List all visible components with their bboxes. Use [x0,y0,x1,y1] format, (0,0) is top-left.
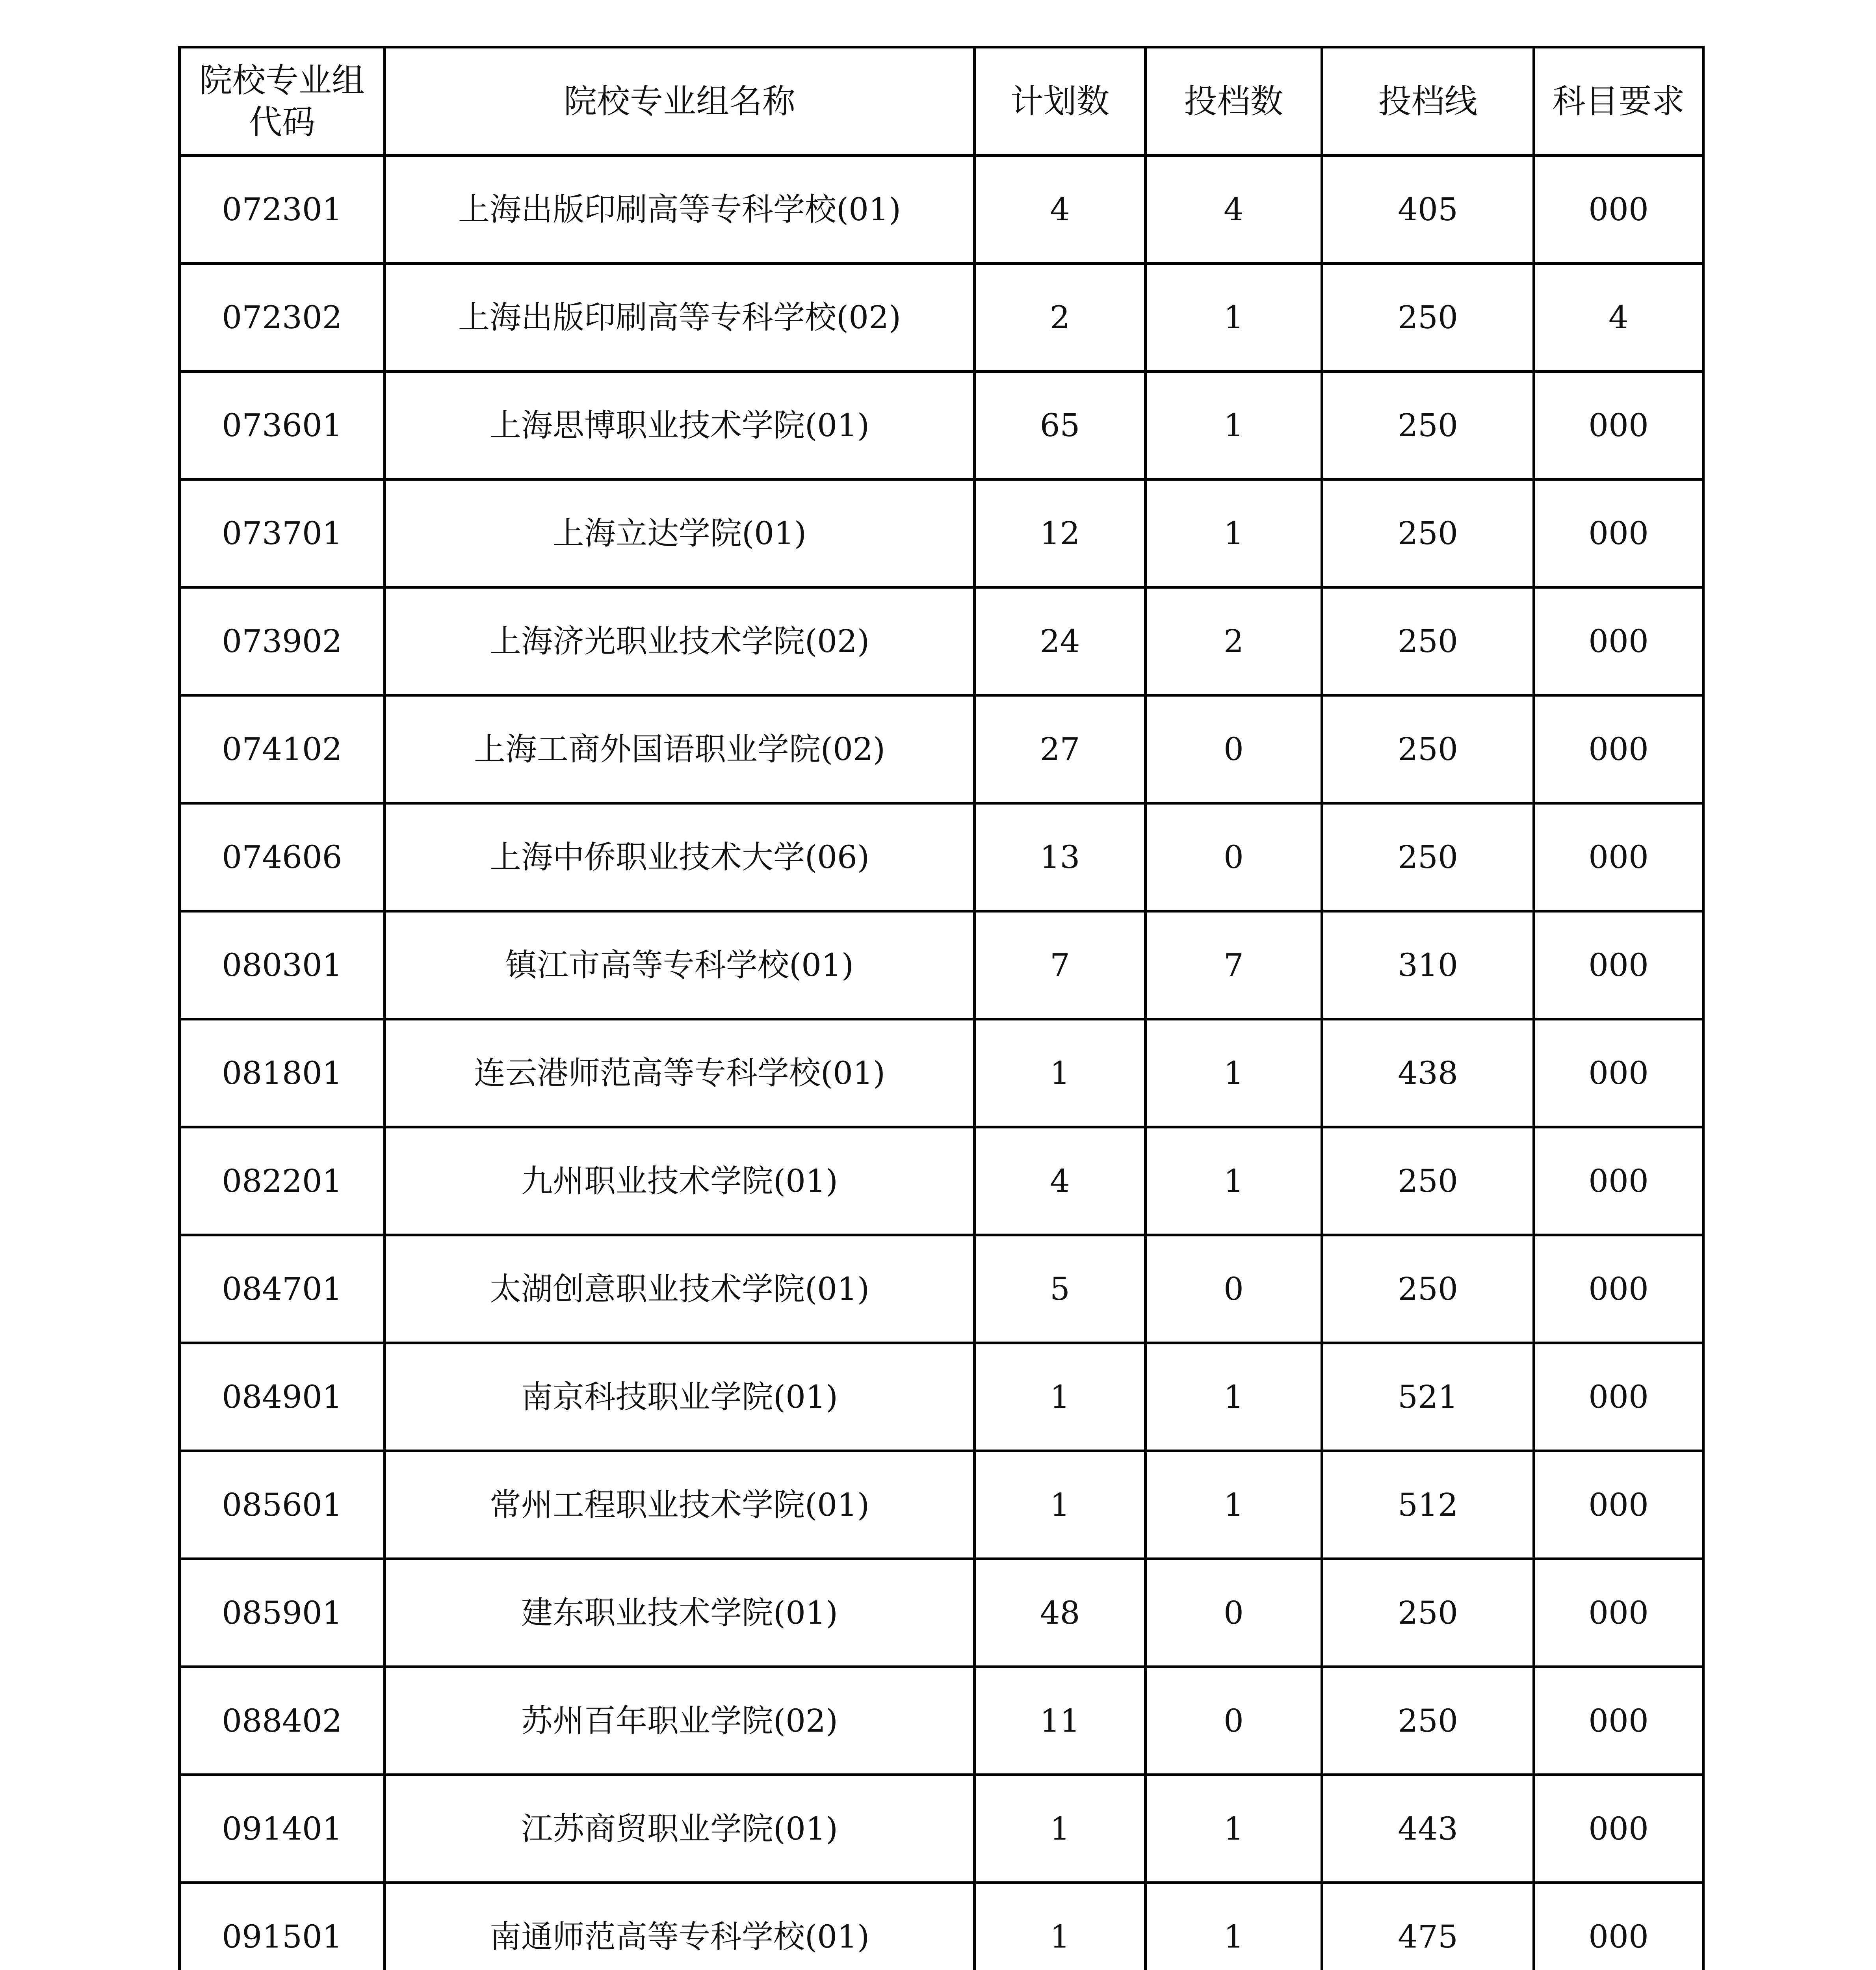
cell-subject: 000 [1534,587,1703,695]
cell-name: 镇江市高等专科学校(01) [385,911,975,1019]
header-subject: 科目要求 [1534,47,1703,156]
cell-subject: 000 [1534,1235,1703,1343]
cell-filed: 1 [1146,1775,1322,1883]
cell-name: 上海中侨职业技术大学(06) [385,803,975,911]
cell-plan: 48 [975,1559,1146,1667]
cell-filed: 0 [1146,1235,1322,1343]
cell-name: 常州工程职业技术学院(01) [385,1451,975,1559]
table-row [180,1451,1703,1559]
header-filed: 投档数 [1146,47,1322,156]
cell-subject: 000 [1534,479,1703,587]
cell-filed: 1 [1146,1883,1322,1970]
cell-line: 250 [1322,587,1534,695]
cell-name: 南京科技职业学院(01) [385,1343,975,1451]
table-row [180,803,1703,911]
table-row [180,264,1703,372]
cell-line: 250 [1322,479,1534,587]
cell-plan: 4 [975,1127,1146,1235]
admissions-table [178,46,1705,1970]
cell-code: 074102 [180,695,385,803]
table-row [180,1883,1703,1970]
cell-code: 073701 [180,479,385,587]
cell-code: 081801 [180,1019,385,1127]
cell-line: 250 [1322,803,1534,911]
cell-plan: 65 [975,372,1146,479]
cell-code: 084701 [180,1235,385,1343]
cell-code: 085601 [180,1451,385,1559]
header-plan: 计划数 [975,47,1146,156]
table-row [180,156,1703,264]
cell-line: 250 [1322,1127,1534,1235]
cell-plan: 1 [975,1451,1146,1559]
cell-code: 074606 [180,803,385,911]
table-row [180,587,1703,695]
cell-filed: 1 [1146,372,1322,479]
cell-line: 512 [1322,1451,1534,1559]
cell-filed: 1 [1146,1451,1322,1559]
cell-line: 475 [1322,1883,1534,1970]
cell-plan: 1 [975,1883,1146,1970]
cell-line: 250 [1322,1667,1534,1775]
cell-line: 250 [1322,372,1534,479]
cell-subject: 000 [1534,1667,1703,1775]
cell-name: 太湖创意职业技术学院(01) [385,1235,975,1343]
cell-name: 苏州百年职业学院(02) [385,1667,975,1775]
cell-subject: 4 [1534,264,1703,372]
cell-line: 250 [1322,264,1534,372]
cell-filed: 1 [1146,264,1322,372]
cell-code: 073902 [180,587,385,695]
table-header-row [180,47,1703,156]
cell-subject: 000 [1534,911,1703,1019]
cell-plan: 11 [975,1667,1146,1775]
cell-filed: 2 [1146,587,1322,695]
cell-subject: 000 [1534,1775,1703,1883]
cell-subject: 000 [1534,156,1703,264]
cell-subject: 000 [1534,695,1703,803]
cell-plan: 27 [975,695,1146,803]
cell-code: 072302 [180,264,385,372]
cell-code: 072301 [180,156,385,264]
cell-code: 091501 [180,1883,385,1970]
cell-subject: 000 [1534,803,1703,911]
table-row [180,1559,1703,1667]
cell-filed: 0 [1146,1559,1322,1667]
header-code: 院校专业组代码 [180,47,385,156]
cell-code: 088402 [180,1667,385,1775]
cell-line: 405 [1322,156,1534,264]
cell-plan: 12 [975,479,1146,587]
cell-filed: 1 [1146,479,1322,587]
cell-subject: 000 [1534,1883,1703,1970]
cell-name: 上海出版印刷高等专科学校(01) [385,156,975,264]
cell-filed: 1 [1146,1127,1322,1235]
table-row [180,1667,1703,1775]
cell-name: 上海立达学院(01) [385,479,975,587]
cell-plan: 4 [975,156,1146,264]
cell-plan: 1 [975,1019,1146,1127]
cell-code: 080301 [180,911,385,1019]
cell-filed: 1 [1146,1019,1322,1127]
header-name: 院校专业组名称 [385,47,975,156]
cell-plan: 1 [975,1775,1146,1883]
cell-code: 084901 [180,1343,385,1451]
cell-name: 上海工商外国语职业学院(02) [385,695,975,803]
cell-filed: 0 [1146,803,1322,911]
cell-name: 九州职业技术学院(01) [385,1127,975,1235]
cell-code: 082201 [180,1127,385,1235]
cell-plan: 5 [975,1235,1146,1343]
cell-filed: 0 [1146,695,1322,803]
cell-filed: 7 [1146,911,1322,1019]
cell-line: 443 [1322,1775,1534,1883]
cell-plan: 2 [975,264,1146,372]
cell-plan: 13 [975,803,1146,911]
cell-subject: 000 [1534,372,1703,479]
cell-filed: 0 [1146,1667,1322,1775]
cell-code: 073601 [180,372,385,479]
table-row [180,372,1703,479]
table-row [180,1127,1703,1235]
cell-subject: 000 [1534,1559,1703,1667]
table-row [180,1019,1703,1127]
cell-name: 南通师范高等专科学校(01) [385,1883,975,1970]
table-row [180,479,1703,587]
cell-line: 250 [1322,1235,1534,1343]
cell-name: 江苏商贸职业学院(01) [385,1775,975,1883]
cell-line: 250 [1322,695,1534,803]
cell-name: 建东职业技术学院(01) [385,1559,975,1667]
table-row [180,695,1703,803]
cell-plan: 24 [975,587,1146,695]
table-row [180,911,1703,1019]
table-body [180,156,1703,1970]
table-row [180,1343,1703,1451]
cell-name: 上海济光职业技术学院(02) [385,587,975,695]
table-row [180,1775,1703,1883]
cell-line: 438 [1322,1019,1534,1127]
header-line: 投档线 [1322,47,1534,156]
table-row [180,1235,1703,1343]
cell-subject: 000 [1534,1451,1703,1559]
cell-code: 091401 [180,1775,385,1883]
cell-line: 250 [1322,1559,1534,1667]
cell-name: 连云港师范高等专科学校(01) [385,1019,975,1127]
cell-plan: 7 [975,911,1146,1019]
cell-plan: 1 [975,1343,1146,1451]
cell-name: 上海出版印刷高等专科学校(02) [385,264,975,372]
cell-subject: 000 [1534,1127,1703,1235]
cell-subject: 000 [1534,1019,1703,1127]
cell-filed: 4 [1146,156,1322,264]
cell-name: 上海思博职业技术学院(01) [385,372,975,479]
cell-line: 521 [1322,1343,1534,1451]
cell-code: 085901 [180,1559,385,1667]
cell-line: 310 [1322,911,1534,1019]
cell-subject: 000 [1534,1343,1703,1451]
cell-filed: 1 [1146,1343,1322,1451]
